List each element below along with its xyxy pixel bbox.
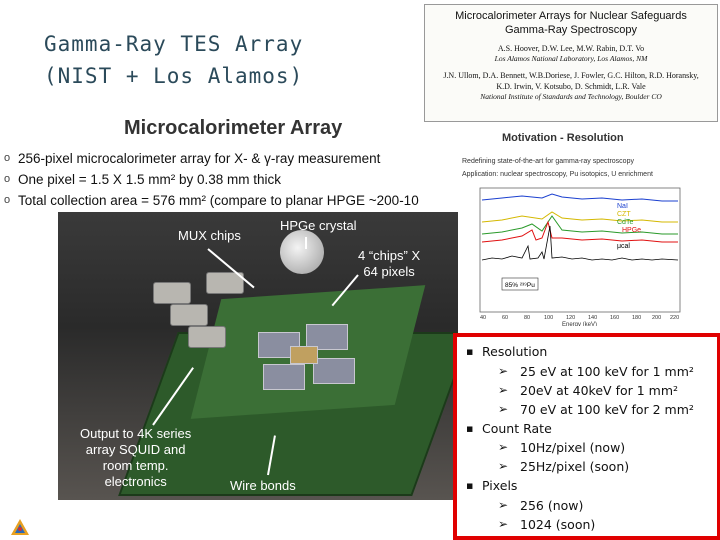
spec-item: ➢ 25Hz/pixel (soon) — [466, 457, 694, 476]
paper-title-line1: Microcalorimeter Arrays for Nuclear Safeguards — [455, 10, 687, 22]
x-axis-label: Energy (keV) — [562, 322, 598, 326]
x-tick-label: 160 — [610, 315, 620, 321]
paper-affiliation-los-alamos: Los Alamos National Laboratory, Los Alamos, NM — [494, 54, 648, 63]
lab-logo-icon — [10, 518, 30, 536]
x-tick-labels — [480, 315, 679, 321]
chips-pixels-label: 4 “chips” X 64 pixels — [358, 248, 421, 279]
microcalorimeter-bullets — [4, 148, 454, 211]
bullet-item: o Total collection area = 576 mm² (compare to planar HPGE ~200-10 — [4, 190, 454, 211]
paper-authors-los-alamos: A.S. Hoover, D.W. Lee, M.W. Rabin, D.T. Vo — [497, 44, 645, 53]
mux-chip — [313, 358, 355, 384]
paper-authors-nist-1: J.N. Ullom, D.A. Bennett, W.B.Doriese, J. Fowler, G.C. Hilton, R.D. Horansky, — [443, 71, 699, 80]
microcalorimeter-title: Microcalorimeter Array — [124, 117, 343, 139]
x-tick-label: 180 — [632, 315, 642, 321]
spec-item: ➢ 70 eV at 100 keV for 2 mm² — [466, 400, 694, 419]
bullet-item: o 256-pixel microcalorimeter array for X- & γ-ray measurement — [4, 148, 454, 169]
slide-title — [44, 28, 303, 92]
x-tick-label: 120 — [566, 315, 576, 321]
specs-list — [466, 342, 694, 534]
legend-hpge: HPGe — [622, 227, 642, 234]
x-tick-label: 40 — [480, 315, 487, 321]
mux-chips-label: MUX chips — [178, 228, 241, 243]
output-label: Output to 4K series array SQUID and room temp. electronics — [80, 426, 192, 489]
legend-nai: NaI — [617, 203, 628, 210]
slide-title-line2: (NIST + Los Alamos) — [44, 64, 304, 88]
x-tick-label: 220 — [670, 315, 680, 321]
spec-heading: ▪ Resolution — [466, 342, 694, 362]
x-tick-label: 80 — [524, 315, 531, 321]
x-tick-label: 200 — [652, 315, 662, 321]
spec-item: ➢ 10Hz/pixel (now) — [466, 438, 694, 457]
slide-title-line1: Gamma-Ray TES Array — [44, 32, 304, 56]
pixel-array — [290, 346, 318, 364]
paper-affiliation-nist: National Institute of Standards and Technology, Boulder CO — [480, 92, 662, 101]
hpge-arrow — [305, 237, 307, 249]
hpge-crystal — [280, 230, 324, 274]
hpge-crystal-label: HPGe crystal — [280, 218, 357, 233]
spectrum-plot — [462, 186, 682, 326]
x-tick-label: 60 — [502, 315, 509, 321]
spec-item: ➢ 256 (now) — [466, 496, 694, 515]
spec-heading: ▪ Count Rate — [466, 419, 694, 439]
motivation-line: Redefining state-of-the-art for gamma-ray spectroscopy — [462, 158, 634, 165]
legend-cdte: CdTe — [617, 219, 634, 226]
spec-item: ➢ 25 eV at 100 keV for 1 mm² — [466, 362, 694, 381]
plot-frame — [480, 188, 680, 312]
mux-chip — [263, 364, 305, 390]
motivation-title: Motivation - Resolution — [502, 132, 624, 144]
spec-heading: ▪ Pixels — [466, 476, 694, 496]
bullet-item: o One pixel = 1.5 X 1.5 mm² by 0.38 mm thick — [4, 169, 454, 190]
detector-photo — [58, 212, 458, 500]
connector — [170, 304, 208, 326]
spec-item: ➢ 20eV at 40keV for 1 mm² — [466, 381, 694, 400]
connector — [153, 282, 191, 304]
paper-header-image — [424, 4, 718, 122]
connector — [188, 326, 226, 348]
spec-item: ➢ 1024 (soon) — [466, 515, 694, 534]
legend-czt: CZT — [617, 211, 631, 218]
motivation-line: Application: nuclear spectroscopy, Pu isotopics, U enrichment — [462, 171, 653, 178]
x-tick-label: 140 — [588, 315, 598, 321]
motivation-text — [462, 155, 653, 181]
paper-authors-nist-2: K.D. Irwin, V. Kotsubo, D. Schmidt, L.R. Vale — [496, 82, 646, 91]
wire-bonds-label: Wire bonds — [230, 478, 296, 493]
inset-label: 85% ²³⁹Pu — [505, 282, 535, 289]
paper-title-line2: Gamma-Ray Spectroscopy — [504, 24, 638, 36]
x-tick-label: 100 — [544, 315, 554, 321]
legend-ucal: μcal — [617, 243, 630, 250]
